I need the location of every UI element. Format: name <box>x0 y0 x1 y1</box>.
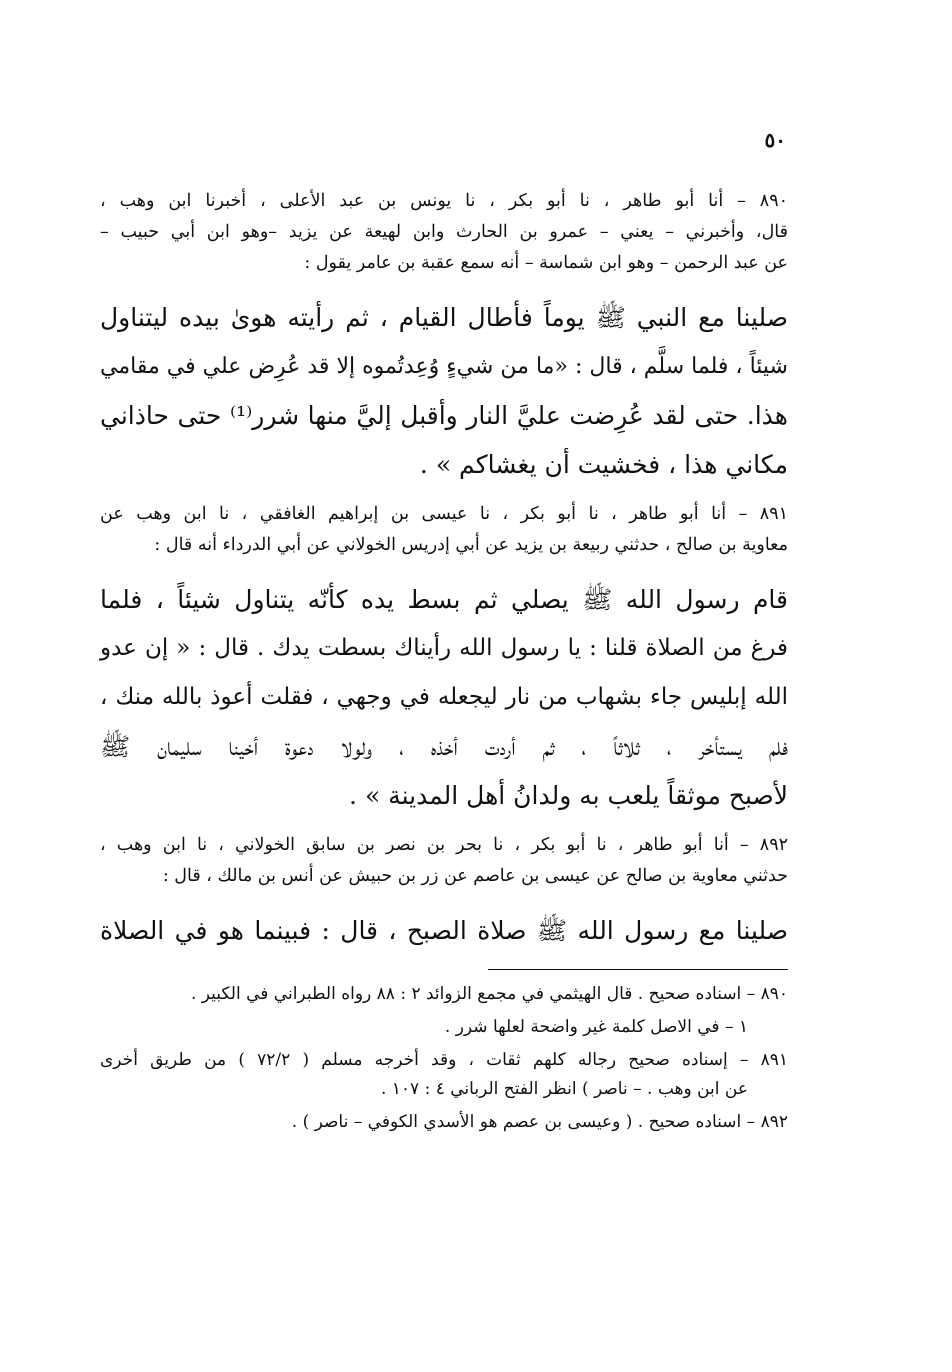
isnad-paragraph <box>100 499 788 561</box>
footnote-line: ٨٩٢ – اسناده صحيح . ( وعيسى بن عصم هو الأسدي الكوفي – ناصر ) . <box>291 1112 788 1132</box>
footnote-line: ٨٩٠ – اسناده صحيح . قال الهيثمي في مجمع الزوائد ٢ : ٨٨ رواه الطبراني في الكبير . <box>190 984 788 1004</box>
footnote-line: عن ابن وهب . – ناصر ) انظر الفتح الرباني ٤ : ١٠٧ . <box>380 1079 748 1099</box>
text-line: لأصبح موثقاً يلعب به ولدانُ أهل المدينة » . <box>349 781 788 810</box>
text-line: الله إبليس جاء بشهاب من نار ليجعله في وجهي ، فقلت أعوذ بالله منك ، <box>100 684 788 710</box>
footnote-890 <box>100 980 788 1009</box>
text-line: ٨٩٠ – أنا أبو طاهر ، نا أبو بكر ، نا يونس بن عبد الأعلى ، أخبرنا ابن وهب ، <box>100 191 788 211</box>
text-line: ٨٩١ – أنا أبو طاهر ، نا أبو بكر ، نا عيسى بن إبراهيم الغافقي ، نا ابن وهب عن <box>100 504 788 524</box>
text-line: فلم يستأخر ، ثلاثاً ، ثم أردت أخذه ، ولولا دعوة أخينا سليمان ﷺ <box>100 732 788 761</box>
page-number: ٥٠ <box>764 128 786 152</box>
text-line: صلينا مع النبي ﷺ يوماً فأطال القيام ، ثم رأيته هوىٰ بيده ليتناول <box>100 303 788 332</box>
hadith-entry-891 <box>100 499 788 820</box>
isnad-paragraph <box>100 830 788 892</box>
text-line: مكاني هذا ، فخشيت أن يغشاكم » . <box>419 450 788 479</box>
footnote-line: ١ – في الاصل كلمة غير واضحة لعلها شرر . <box>444 1017 748 1037</box>
text-line: شيئاً ، فلما سلَّم ، قال : «ما من شيءٍ وُعِدتُموه إلا قد عُرِض علي في مقامي <box>100 354 788 379</box>
text-line: معاوية بن صالح ، حدثني ربيعة بن يزيد عن أبي إدريس الخولاني عن أبي الدرداء أنه قال : <box>154 535 788 555</box>
text-line: حدثني معاوية بن صالح عن عيسى بن عاصم عن زر بن حبيش عن أنس بن مالك ، قال : <box>162 866 788 886</box>
footnote-1 <box>100 1013 788 1042</box>
text-line: هذا. حتى لقد عُرِضت عليَّ النار وأقبل إليَّ منها شرر⁽¹⁾ حتى حاذاني <box>100 401 788 430</box>
matn-paragraph <box>100 575 788 820</box>
footnotes <box>100 980 788 1137</box>
matn-paragraph <box>100 906 788 955</box>
isnad-paragraph <box>100 186 788 279</box>
footnote-891 <box>100 1046 788 1104</box>
footnote-divider <box>488 969 788 970</box>
text-line: ٨٩٢ – أنا أبو طاهر ، نا أبو بكر ، نا بحر بن نصر بن سابق الخولاني ، نا ابن وهب ، <box>100 835 788 855</box>
text-line: صلينا مع رسول الله ﷺ صلاة الصبح ، قال : فبينما هو في الصلاة <box>100 916 788 945</box>
footnote-line: ٨٩١ – إسناده صحيح رجاله كلهم ثقات ، وقد أخرجه مسلم ( ٧٢/٢ ) من طريق أخرى <box>100 1050 788 1070</box>
text-line: قال، وأخبرني – يعني – عمرو بن الحارث وابن لهيعة عن يزيد –وهو ابن أبي حبيب – <box>100 222 788 242</box>
text-line: عن عبد الرحمن – وهو ابن شماسة – أنه سمع عقبة بن عامر يقول : <box>304 253 788 273</box>
footnote-892 <box>100 1108 788 1137</box>
text-line: فرغ من الصلاة قلنا : يا رسول الله رأيناك بسطت يدك . قال : « إن عدو <box>100 635 788 661</box>
hadith-entry-890 <box>100 186 788 489</box>
hadith-entry-892 <box>100 830 788 955</box>
matn-paragraph <box>100 293 788 489</box>
book-page <box>100 128 788 1141</box>
text-line: قام رسول الله ﷺ يصلي ثم بسط يده كأنّه يتناول شيئاً ، فلما <box>100 585 788 614</box>
